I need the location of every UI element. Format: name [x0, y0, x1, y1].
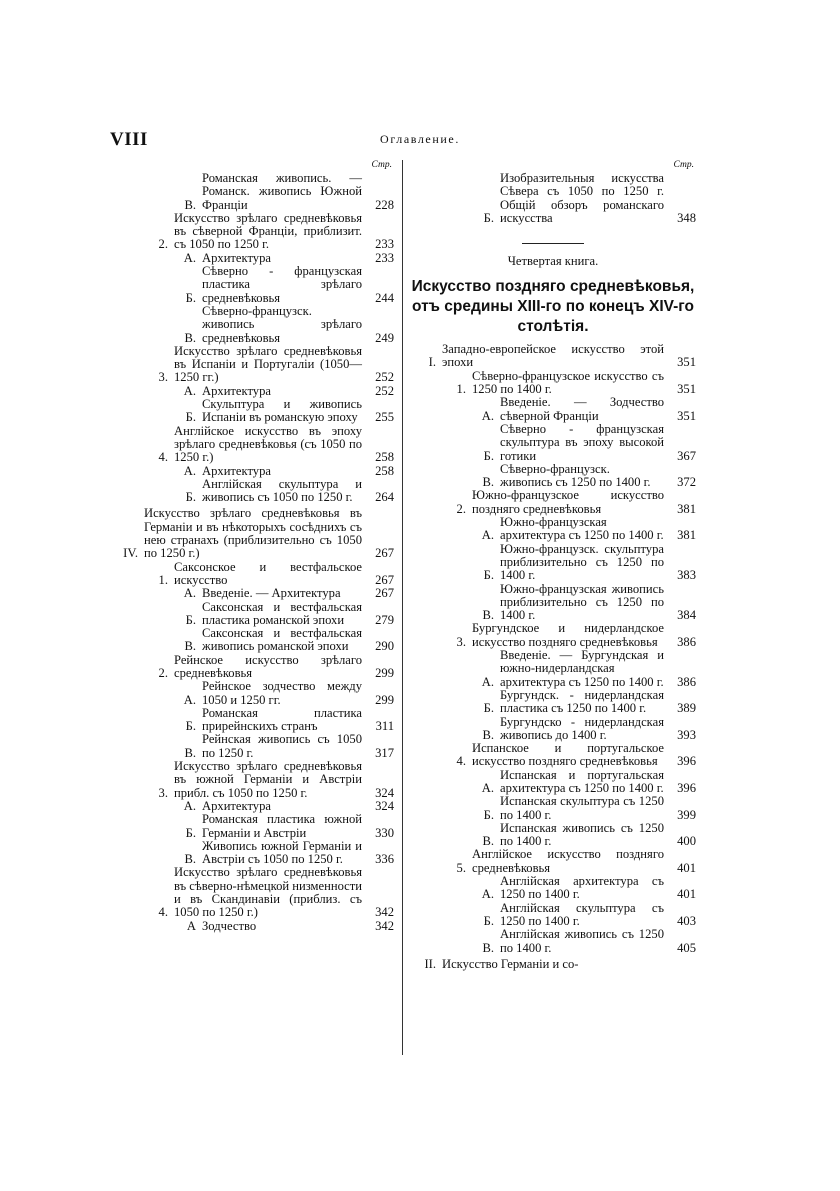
entry-page-number: 389 [677, 701, 696, 716]
page-number-roman: VIII [110, 129, 148, 150]
entry-label: 2. [158, 665, 168, 680]
entry-title: Южно-французская живопись приблизительно съ 1250 по 1400 г. [500, 581, 664, 623]
entry-page-number: 405 [677, 940, 696, 955]
entry-page-number: 393 [677, 727, 696, 742]
entry-title: Южно-французская архитектура съ 1250 по 1400 г. [500, 515, 664, 543]
entry-label: Б. [483, 568, 494, 583]
toc-entry [410, 343, 696, 370]
entry-title: Романская живопись. — Романск. живопись Южной Франціи [202, 171, 362, 212]
entry-page-number: 233 [375, 237, 394, 252]
entry-title: Рейнская живопись съ 1050 по 1250 г. [202, 732, 362, 760]
toc-entry [112, 601, 394, 628]
entry-label: В. [482, 834, 494, 849]
entry-page-number: 258 [375, 450, 394, 465]
entry-label: IV. [123, 546, 138, 561]
entry-title: Скульптура и живопись Испаніи въ романскую эпоху [202, 397, 362, 425]
toc-entry [112, 465, 394, 478]
entry-page-number: 290 [375, 639, 394, 654]
toc-entry [410, 742, 696, 769]
entry-page-number: 279 [375, 612, 394, 627]
entry-title: Бургундское и нидерландское искусство поздняго средневѣковья [472, 621, 664, 649]
running-title: Оглавление. [380, 132, 460, 146]
entry-title: Искусство зрѣлаго средневѣковья въ Германіи и въ нѣкоторыхъ сосѣднихъ съ нею странахъ (приблизительно съ 1050 по 1250 г.) [144, 506, 362, 561]
toc-entry [410, 622, 696, 649]
entry-label: Б. [185, 490, 196, 505]
entry-page-number: 386 [677, 634, 696, 649]
entry-page-number: 386 [677, 674, 696, 689]
entry-label: Б. [185, 612, 196, 627]
entry-label: В. [184, 852, 196, 867]
entry-title: Романская пластика прирейнскихъ странъ [202, 705, 362, 734]
entry-page-number: 396 [677, 754, 696, 769]
toc-entry [410, 516, 696, 543]
toc-entry [112, 265, 394, 305]
entry-label: А [186, 918, 196, 933]
entry-title: Южно-французское искусство поздняго средневѣковья [472, 488, 664, 516]
entry-title: Искусство зрѣлаго средневѣковья въ сѣверно-нѣмецкой низменности и въ Скандинавіи (приблиз. съ 1050 по 1250 г.) [174, 865, 363, 920]
entry-label: А. [183, 250, 196, 265]
book-title: Искусство поздняго средневѣковья, отъ средины XIII-го по конецъ XIV-го столѣтія. [411, 278, 695, 336]
toc-entry [410, 902, 696, 929]
entry-title: Англійская архитектура съ 1250 по 1400 г. [500, 874, 664, 902]
entry-label: I. [428, 355, 436, 370]
toc-entry [410, 958, 696, 971]
entry-page-number: 348 [677, 210, 696, 225]
entry-title: Зодчество [202, 918, 257, 933]
entry-label: 4. [456, 754, 466, 769]
entry-title: Саксонская и вестфальская пластика романской эпохи [202, 599, 362, 627]
entry-label: В. [482, 475, 494, 490]
toc-entry [410, 822, 696, 849]
section-rule [522, 243, 584, 244]
entry-label: В. [482, 727, 494, 742]
toc-entry [112, 707, 394, 734]
entry-label: Б. [185, 410, 196, 425]
entry-page-number: 396 [677, 780, 696, 795]
entry-page-number: 401 [677, 860, 696, 875]
entry-page-number: 403 [677, 913, 696, 928]
entry-title: Рейнское искусство зрѣлаго средневѣковья [174, 652, 362, 680]
entry-label: Б. [483, 448, 494, 463]
entry-label: 3. [158, 785, 168, 800]
entry-title: Испанская скульптура съ 1250 по 1400 г. [500, 794, 664, 822]
toc-entry [112, 385, 394, 398]
entry-page-number: 258 [375, 463, 394, 478]
entry-page-number: 252 [375, 370, 394, 385]
entry-title: Искусство зрѣлаго средневѣковья въ южной Германіи и Австріи прибл. съ 1050 по 1250 г. [174, 759, 362, 800]
entry-page-number: 384 [677, 608, 696, 623]
toc-entry [112, 305, 394, 345]
entry-label: 4. [158, 905, 168, 920]
toc-entry [112, 840, 394, 867]
entry-label: Б. [185, 290, 196, 305]
toc-entry [410, 649, 696, 689]
entry-title: Англійская скульптура съ 1250 по 1400 г. [500, 900, 664, 928]
entry-page-number: 342 [375, 918, 394, 933]
entry-page-number: 383 [677, 568, 696, 583]
toc-entry [112, 252, 394, 265]
entry-title: Изобразительныя искусства Сѣвера съ 1050 по 1250 г. Общій обзоръ романскаго искусства [500, 171, 664, 225]
entry-title: Испанское и португальское искусство поздняго средневѣковья [472, 741, 664, 769]
entry-page-number: 264 [375, 490, 394, 505]
page-column-label: Стр. [371, 160, 392, 170]
entry-page-number: 342 [375, 905, 394, 920]
entry-page-number: 267 [375, 586, 394, 601]
entry-label: А. [481, 887, 494, 902]
toc-entry [112, 561, 394, 588]
toc-entry [410, 370, 696, 397]
toc-entry [410, 795, 696, 822]
entry-label: В. [184, 639, 196, 654]
entry-page-number: 351 [677, 382, 696, 397]
entry-title: Сѣверно - французская скульптура въ эпоху высокой готики [500, 421, 664, 463]
entry-page-number: 381 [677, 501, 696, 516]
entry-label: 2. [158, 237, 168, 252]
entry-label: В. [184, 197, 196, 212]
entry-label: А. [481, 780, 494, 795]
entry-page-number: 330 [375, 825, 394, 840]
toc-entry [112, 866, 394, 919]
entry-title: Введеніе. — Зодчество сѣверной Франціи [500, 395, 664, 423]
entry-title: Романская пластика южной Германіи и Австріи [202, 812, 362, 840]
toc-entry [112, 733, 394, 760]
toc-entry [410, 716, 696, 743]
toc-entry [112, 920, 394, 933]
entry-title: Англійская скульптура и живопись съ 1050 по 1250 г. [202, 476, 362, 505]
entry-page-number: 317 [375, 745, 394, 760]
right-top-entry-list [410, 172, 696, 225]
entry-page-number: 267 [375, 546, 394, 561]
entry-label: 5. [456, 860, 466, 875]
entry-title: Саксонская и вестфальская живопись романской эпохи [202, 626, 362, 654]
entry-label: А. [481, 408, 494, 423]
entry-label: А. [183, 798, 196, 813]
entry-page-number: 244 [375, 290, 394, 305]
entry-title: Сѣверно-французск. живопись зрѣлаго средневѣковья [202, 303, 362, 345]
entry-page-number: 399 [677, 807, 696, 822]
entry-page-number: 299 [375, 665, 394, 680]
entry-title: Введеніе. — Архитектура [202, 586, 341, 601]
entry-title: Искусство зрѣлаго средневѣковья въ сѣверной Франціи, приблизит. съ 1050 по 1250 г. [174, 210, 362, 252]
entry-label: Б. [483, 807, 494, 822]
entry-page-number: 249 [375, 330, 394, 345]
entry-title: Архитектура [202, 250, 271, 265]
entry-title: Архитектура [202, 463, 271, 478]
book-heading: Четвертая книга. [507, 254, 599, 269]
entry-label: А. [183, 383, 196, 398]
entry-label: 3. [158, 370, 168, 385]
entry-label: В. [482, 608, 494, 623]
page-column-label: Стр. [673, 160, 694, 170]
entry-label: Б. [185, 825, 196, 840]
entry-page-number: 367 [677, 448, 696, 463]
toc-entry [410, 463, 696, 490]
toc-entry [112, 627, 394, 654]
entry-page-number: 228 [375, 197, 394, 212]
page-header [0, 129, 840, 153]
toc-entry [112, 800, 394, 813]
entry-page-number: 255 [375, 410, 394, 425]
entry-label: А. [183, 692, 196, 707]
entry-label: 1. [456, 382, 466, 397]
toc-entry [410, 875, 696, 902]
entry-page-number: 401 [677, 887, 696, 902]
entry-title: Западно-европейское искусство этой эпохи [442, 342, 664, 370]
entry-title: Рейнское зодчество между 1050 и 1250 гг. [202, 679, 362, 707]
entry-page-number: 336 [375, 852, 394, 867]
entry-page-number: 267 [375, 572, 394, 587]
toc-entry [410, 396, 696, 423]
entry-page-number: 372 [677, 475, 696, 490]
toc-entry [410, 423, 696, 463]
toc-entry [112, 478, 394, 505]
entry-label: Б. [483, 913, 494, 928]
toc-entry [112, 813, 394, 840]
entry-title: Саксонское и вестфальское искусство [174, 559, 362, 587]
toc-entry [112, 172, 394, 212]
entry-label: 1. [158, 572, 168, 587]
entry-label: Б. [483, 701, 494, 716]
entry-label: В. [184, 330, 196, 345]
toc-entry [410, 583, 696, 623]
entry-title: Искусство Германіи и со- [442, 956, 579, 971]
entry-label: 4. [158, 450, 168, 465]
entry-label: 3. [456, 634, 466, 649]
entry-title: Сѣверно-французское искусство съ 1250 по 1400 г. [472, 368, 664, 397]
entry-page-number: 252 [375, 383, 394, 398]
entry-title: Архитектура [202, 383, 271, 398]
entry-title: Англійское искусство въ эпоху зрѣлаго средневѣковья (съ 1050 по 1250 г.) [174, 423, 362, 465]
toc-entry [112, 760, 394, 800]
entry-label: Б. [483, 210, 494, 225]
entry-title: Архитектура [202, 798, 271, 813]
toc-entry [410, 848, 696, 875]
toc-entry [112, 654, 394, 681]
toc-entry [112, 425, 394, 465]
entry-label: А. [183, 463, 196, 478]
toc-entry [410, 172, 696, 225]
toc-entry [112, 398, 394, 425]
entry-title: Бургундско - нидерландская живопись до 1400 г. [500, 714, 664, 742]
entry-page-number: 324 [375, 798, 394, 813]
toc-entry [410, 689, 696, 716]
entry-title: Англійское искусство поздняго средневѣковья [472, 847, 664, 875]
entry-title: Англійская живопись съ 1250 по 1400 г. [500, 927, 664, 955]
entry-title: Сѣверно - французская пластика зрѣлаго средневѣковья [202, 264, 362, 305]
toc-entry [410, 489, 696, 516]
left-entry-list [112, 172, 394, 933]
toc-entry [410, 769, 696, 796]
toc-entry [410, 928, 696, 955]
entry-title: Введеніе. — Бургундская и южно-нидерландская архитектура съ 1250 по 1400 г. [500, 648, 664, 689]
entry-title: Испанская живопись съ 1250 по 1400 г. [500, 820, 664, 849]
entry-label: А. [183, 586, 196, 601]
toc-entry [112, 587, 394, 600]
entry-label: А. [481, 674, 494, 689]
toc-entry [112, 680, 394, 707]
entry-page-number: 311 [375, 719, 394, 734]
entry-page-number: 351 [677, 355, 696, 370]
entry-title: Искусство зрѣлаго средневѣковья въ Испаніи и Португаліи (1050—1250 гг.) [174, 343, 362, 385]
toc-entry [112, 212, 394, 252]
right-entry-list [410, 343, 696, 971]
entry-title: Сѣверно-французск. живопись съ 1250 по 1400 г. [500, 461, 651, 490]
right-column [410, 158, 696, 971]
entry-page-number: 351 [677, 408, 696, 423]
entry-title: Южно-французск. скульптура приблизительно съ 1250 по 1400 г. [500, 541, 664, 583]
entry-page-number: 400 [677, 834, 696, 849]
entry-title: Живопись южной Германіи и Австріи съ 1050 по 1250 г. [202, 838, 362, 867]
column-divider [402, 160, 403, 1055]
entry-label: А. [481, 528, 494, 543]
entry-label: В. [482, 940, 494, 955]
entry-page-number: 381 [677, 528, 696, 543]
toc-entry [410, 543, 696, 583]
entry-label: 2. [456, 501, 466, 516]
entry-page-number: 233 [375, 250, 394, 265]
entry-label: II. [424, 956, 436, 971]
toc-entry [112, 507, 394, 560]
toc-entry [112, 345, 394, 385]
entry-label: В. [184, 745, 196, 760]
entry-label: Б. [185, 719, 196, 734]
entry-page-number: 324 [375, 785, 394, 800]
left-column [112, 158, 394, 933]
entry-title: Бургундск. - нидерландская пластика съ 1250 по 1400 г. [500, 687, 664, 716]
entry-title: Испанская и португальская архитектура съ 1250 по 1400 г. [500, 767, 664, 795]
entry-page-number: 299 [375, 692, 394, 707]
